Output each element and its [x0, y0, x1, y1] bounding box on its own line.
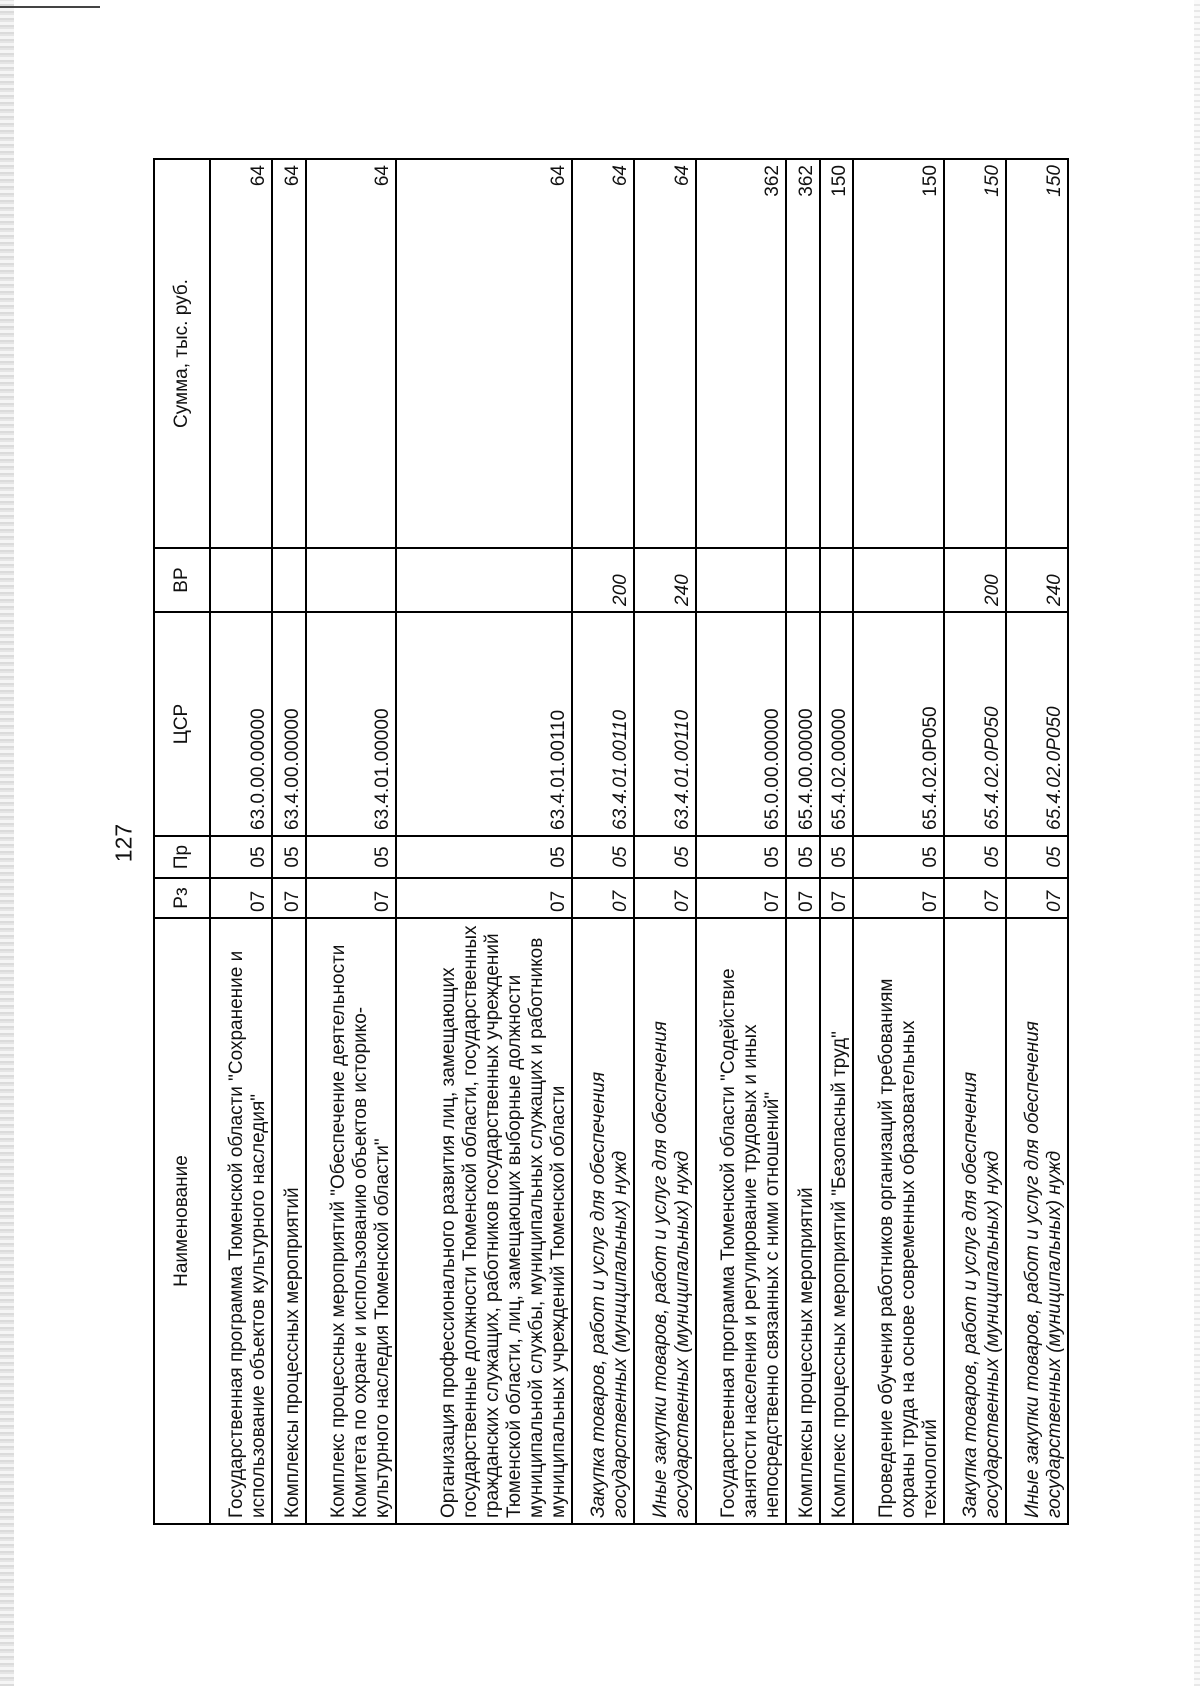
- cell-vr: [272, 548, 306, 612]
- cell-csr: 63.4.01.00000: [306, 612, 396, 836]
- cell-name: Государственная программа Тюменской области "Сохранение и использование объектов культурного наследия": [210, 918, 272, 1524]
- cell-pr: 05: [1006, 836, 1068, 878]
- table-row: [944, 159, 1006, 1524]
- page-number: 127: [110, 823, 137, 863]
- cell-csr: 63.4.01.00110: [634, 612, 696, 836]
- cell-name: Закупка товаров, работ и услуг для обеспечения государственных (муниципальных) нужд: [944, 918, 1006, 1524]
- cell-name: Организация профессионального развития лиц, замещающих государственные должности Тюменской области, государственных гражданских служащих, работников государственных учреждений Тюменской области, лиц, замещающих выборные должности муниципальной службы, муниципальных служащих и работников муниципальных учреждений Тюменской области: [396, 918, 572, 1524]
- cell-vr: 200: [944, 548, 1006, 612]
- cell-vr: [210, 548, 272, 612]
- cell-rz: 07: [944, 878, 1006, 918]
- cell-sum: 64: [396, 159, 572, 548]
- cell-name: Комплексы процессных мероприятий: [786, 918, 820, 1524]
- cell-csr: 65.4.02.0Р050: [944, 612, 1006, 836]
- cell-csr: 65.4.02.0Р050: [853, 612, 943, 836]
- cell-vr: [820, 548, 854, 612]
- cell-vr: [306, 548, 396, 612]
- cell-pr: 05: [306, 836, 396, 878]
- table-row: [820, 159, 854, 1524]
- cell-sum: 150: [853, 159, 943, 548]
- cell-name: Проведение обучения работников организаций требованиям охраны труда на основе современных образовательных технологий: [853, 918, 943, 1524]
- cell-pr: 05: [210, 836, 272, 878]
- cell-rz: 07: [396, 878, 572, 918]
- cell-sum: 362: [696, 159, 786, 548]
- table-row: [1006, 159, 1068, 1524]
- cell-rz: 07: [634, 878, 696, 918]
- cell-pr: 05: [853, 836, 943, 878]
- cell-csr: 65.0.00.00000: [696, 612, 786, 836]
- cell-name: Комплекс процессных мероприятий "Безопасный труд": [820, 918, 854, 1524]
- cell-rz: 07: [820, 878, 854, 918]
- cell-csr: 63.4.01.00110: [572, 612, 634, 836]
- table-row: [396, 159, 572, 1524]
- cell-sum: 150: [944, 159, 1006, 548]
- header-vr: ВР: [154, 548, 210, 612]
- cell-pr: 05: [820, 836, 854, 878]
- cell-sum: 150: [1006, 159, 1068, 548]
- cell-sum: 64: [572, 159, 634, 548]
- scan-edge-right: [1194, 0, 1200, 1686]
- cell-rz: 07: [1006, 878, 1068, 918]
- header-rz: Рз: [154, 878, 210, 918]
- cell-rz: 07: [786, 878, 820, 918]
- cell-sum: 150: [820, 159, 854, 548]
- table-row: [853, 159, 943, 1524]
- cell-pr: 05: [572, 836, 634, 878]
- table-row: [210, 159, 272, 1524]
- cell-vr: [853, 548, 943, 612]
- cell-rz: 07: [272, 878, 306, 918]
- cell-sum: 64: [306, 159, 396, 548]
- cell-pr: 05: [786, 836, 820, 878]
- cell-csr: 65.4.02.0Р050: [1006, 612, 1068, 836]
- cell-csr: 63.4.01.00110: [396, 612, 572, 836]
- header-sum: Сумма, тыс. руб.: [154, 159, 210, 548]
- header-csr: ЦСР: [154, 612, 210, 836]
- cell-name: Иные закупки товаров, работ и услуг для обеспечения государственных (муниципальных) нужд: [1006, 918, 1068, 1524]
- table-row: [272, 159, 306, 1524]
- cell-vr: 240: [1006, 548, 1068, 612]
- table-header-row: [154, 159, 210, 1524]
- cell-csr: 63.4.00.00000: [272, 612, 306, 836]
- scan-corner-mark: [0, 0, 100, 8]
- cell-pr: 05: [696, 836, 786, 878]
- cell-name: Государственная программа Тюменской области "Содействие занятости населения и регулирование трудовых и иных непосредственно связанных с ними отношений": [696, 918, 786, 1524]
- header-name: Наименование: [154, 918, 210, 1524]
- cell-name: Комплексы процессных мероприятий: [272, 918, 306, 1524]
- cell-name: Закупка товаров, работ и услуг для обеспечения государственных (муниципальных) нужд: [572, 918, 634, 1524]
- cell-vr: 200: [572, 548, 634, 612]
- cell-vr: [696, 548, 786, 612]
- table-row: [634, 159, 696, 1524]
- table-row: [306, 159, 396, 1524]
- cell-pr: 05: [396, 836, 572, 878]
- scan-edge-left: [0, 0, 14, 1686]
- cell-csr: 65.4.00.00000: [786, 612, 820, 836]
- cell-rz: 07: [210, 878, 272, 918]
- cell-pr: 05: [944, 836, 1006, 878]
- cell-sum: 64: [634, 159, 696, 548]
- header-pr: Пр: [154, 836, 210, 878]
- cell-vr: 240: [634, 548, 696, 612]
- cell-csr: 65.4.02.00000: [820, 612, 854, 836]
- cell-vr: [786, 548, 820, 612]
- table-row: [786, 159, 820, 1524]
- budget-table: [153, 158, 1069, 1525]
- cell-sum: 64: [272, 159, 306, 548]
- cell-sum: 362: [786, 159, 820, 548]
- cell-rz: 07: [696, 878, 786, 918]
- cell-pr: 05: [634, 836, 696, 878]
- cell-rz: 07: [853, 878, 943, 918]
- table-row: [696, 159, 786, 1524]
- cell-sum: 64: [210, 159, 272, 548]
- table-row: [572, 159, 634, 1524]
- cell-name: Иные закупки товаров, работ и услуг для обеспечения государственных (муниципальных) нужд: [634, 918, 696, 1524]
- cell-rz: 07: [306, 878, 396, 918]
- cell-name: Комплекс процессных мероприятий "Обеспечение деятельности Комитета по охране и использованию объектов историко-культурного наследия Тюменской области": [306, 918, 396, 1524]
- cell-vr: [396, 548, 572, 612]
- rotated-table-container: [153, 160, 1069, 1525]
- cell-csr: 63.0.00.00000: [210, 612, 272, 836]
- cell-pr: 05: [272, 836, 306, 878]
- cell-rz: 07: [572, 878, 634, 918]
